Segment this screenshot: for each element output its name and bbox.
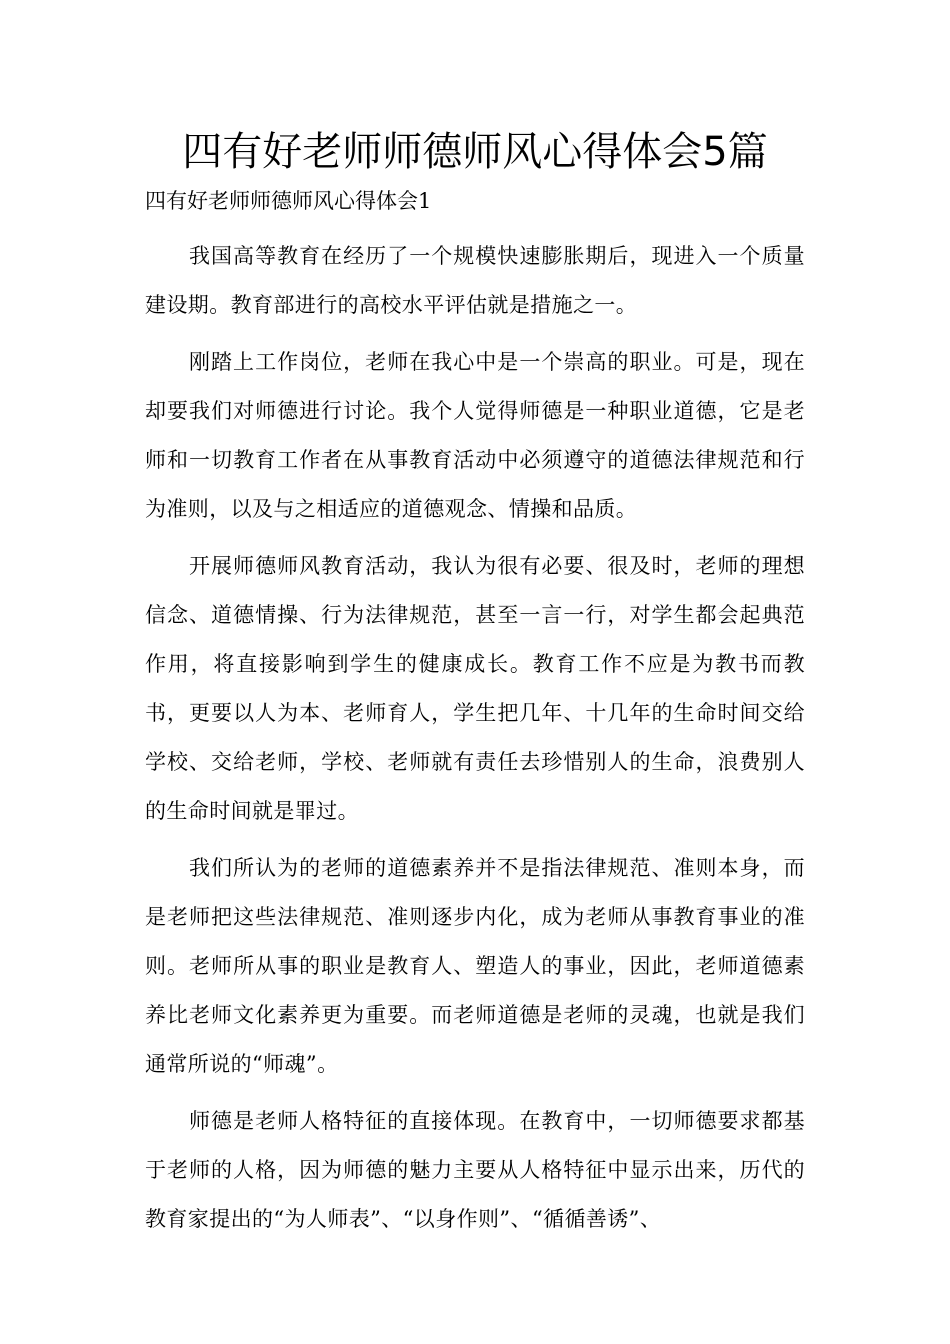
document-body <box>145 232 805 1252</box>
document-title: 四有好老师师德师风心得体会5篇 <box>182 129 768 175</box>
paragraph: 师德是老师人格特征的直接体现。在教育中，一切师德要求都基于老师的人格，因为师德的魅力主要从人格特征中显示出来，历代的教育家提出的“为人师表”、“以身作则”、“循循善诱”、 <box>145 1109 805 1231</box>
paragraph: 我国高等教育在经历了一个规模快速膨胀期后，现进入一个质量建设期。教育部进行的高校水平评估就是措施之一。 <box>145 244 805 317</box>
paragraph: 刚踏上工作岗位，老师在我心中是一个崇高的职业。可是，现在却要我们对师德进行讨论。我个人觉得师德是一种职业道德，它是老师和一切教育工作者在从事教育活动中必须遵守的道德法律规范和行为准则，以及与之相适应的道德观念、情操和品质。 <box>145 350 805 521</box>
section-heading: 四有好老师师德师风心得体会1 <box>145 189 432 213</box>
paragraph: 我们所认为的老师的道德素养并不是指法律规范、准则本身，而是老师把这些法律规范、准则逐步内化，成为老师从事教育事业的准则。老师所从事的职业是教育人、塑造人的事业，因此，老师道德素养比老师文化素养更为重要。而老师道德是老师的灵魂，也就是我们通常所说的“师魂”。 <box>145 856 805 1076</box>
paragraph: 开展师德师风教育活动，我认为很有必要、很及时，老师的理想信念、道德情操、行为法律规范，甚至一言一行，对学生都会起典范作用，将直接影响到学生的健康成长。教育工作不应是为教书而教书，更要以人为本、老师育人，学生把几年、十几年的生命时间交给学校、交给老师，学校、老师就有责任去珍惜别人的生命，浪费别人的生命时间就是罪过。 <box>145 554 805 823</box>
